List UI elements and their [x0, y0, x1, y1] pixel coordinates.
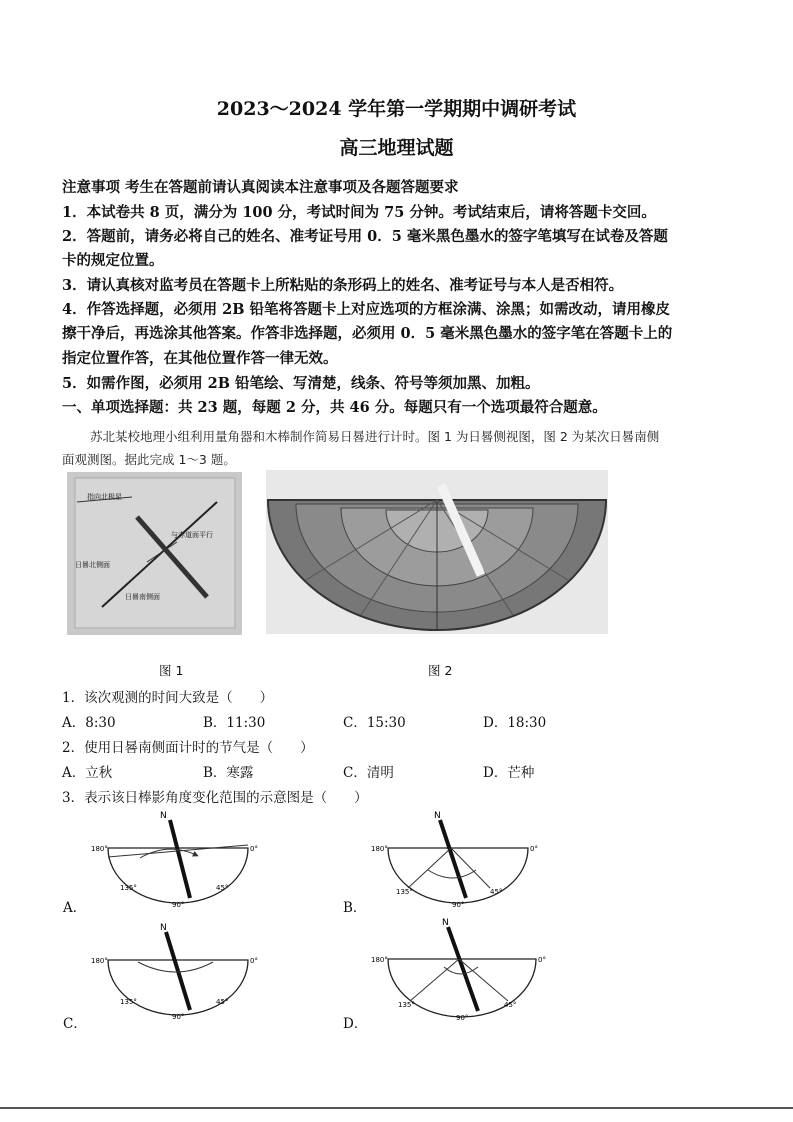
question-1-stem: 1．该次观测的时间大致是（ ） — [62, 690, 274, 706]
dial-n-label: N — [160, 923, 167, 933]
dial-n-label: N — [160, 811, 167, 821]
dial-0-label: 0° — [538, 956, 546, 964]
notice-item: 4．作答选择题，必须用 2B 铅笔将答题卡上对应选项的方框涂满、涂黑；如需改动，请用橡皮 — [62, 301, 671, 318]
dial-180-label: 180° — [371, 956, 388, 964]
q3-option-a[interactable]: A． — [63, 900, 87, 916]
q3-option-b[interactable]: B． — [343, 900, 367, 916]
question-2-stem: 2．使用日晷南侧面计时的节气是（ ） — [62, 740, 314, 756]
dial-0-label: 0° — [250, 845, 258, 853]
label-north: 指向北极星 — [87, 493, 122, 501]
q1-option-c[interactable]: C．15:30 — [343, 715, 406, 731]
dial-180-label: 180° — [371, 845, 388, 853]
dial-diagram-c[interactable] — [88, 920, 263, 1022]
q2-option-a[interactable]: A．立秋 — [62, 765, 113, 781]
notice-item: 擦干净后，再选涂其他答案。作答非选择题，必须用 0．5 毫米黑色墨水的签字笔在答题卡上的 — [62, 325, 673, 342]
dial-diagram-d[interactable] — [368, 915, 553, 1023]
exam-title: 2023～2024 学年第一学期期中调研考试 — [216, 98, 577, 120]
dial-diagram-a[interactable] — [88, 808, 263, 910]
dial-180-label: 180° — [91, 845, 108, 853]
dial-180-label: 180° — [91, 957, 108, 965]
figure2-photo — [266, 470, 608, 634]
notice-item: 1．本试卷共 8 页，满分为 100 分，考试时间为 75 分钟。考试结束后，请将答题卡交回。 — [62, 204, 656, 221]
label-parallel: 与赤道面平行 — [171, 531, 213, 539]
dial-135-label: 135° — [120, 884, 137, 892]
q3-option-c[interactable]: C． — [63, 1016, 87, 1032]
q2-option-c[interactable]: C．清明 — [343, 765, 394, 781]
dial-90-label: 90° — [456, 1014, 469, 1022]
dial-90-label: 90° — [172, 901, 185, 909]
dial-45-label: 45° — [504, 1001, 517, 1009]
dial-90-label: 90° — [452, 901, 465, 909]
q1-option-d[interactable]: D．18:30 — [483, 715, 547, 731]
q3-option-d[interactable]: D． — [343, 1016, 368, 1032]
q1-option-b[interactable]: B．11:30 — [203, 715, 266, 731]
notice-item: 卡的规定位置。 — [62, 252, 164, 269]
notice-item: 3．请认真核对监考员在答题卡上所粘贴的条形码上的姓名、准考证号与本人是否相符。 — [62, 277, 624, 294]
dial-n-label: N — [442, 918, 449, 928]
exam-subtitle: 高三地理试题 — [339, 137, 454, 159]
q2-option-d[interactable]: D．芒种 — [483, 765, 535, 781]
label-south-face: 日晷南侧面 — [125, 593, 160, 601]
q2-option-b[interactable]: B．寒露 — [203, 765, 254, 781]
dial-n-label: N — [434, 811, 441, 821]
dial-90-label: 90° — [172, 1013, 185, 1021]
label-north-face: 日晷北侧面 — [75, 561, 110, 569]
dial-135-label: 135° — [120, 998, 137, 1006]
dial-135-label: 135° — [398, 1001, 415, 1009]
notice-item: 指定位置作答，在其他位置作答一律无效。 — [62, 350, 338, 367]
dial-45-label: 45° — [216, 884, 229, 892]
dial-45-label: 45° — [490, 888, 503, 896]
dial-45-label: 45° — [216, 998, 229, 1006]
figure1-photo — [67, 472, 242, 635]
figure2-caption: 图 2 — [428, 663, 453, 678]
intro-text: 面观测图。据此完成 1～3 题。 — [62, 452, 236, 467]
section-heading: 一、单项选择题：共 23 题，每题 2 分，共 46 分。每题只有一个选项最符合题意。 — [62, 399, 607, 416]
intro-text: 苏北某校地理小组利用量角器和木棒制作简易日晷进行计时。图 1 为日晷侧视图，图 2 为某次日晷南侧 — [90, 429, 660, 444]
dial-0-label: 0° — [530, 845, 538, 853]
question-3-stem: 3．表示该日棒影角度变化范围的示意图是（ ） — [62, 790, 368, 806]
notice-item: 2．答题前，请务必将自己的姓名、准考证号用 0．5 毫米黑色墨水的签字笔填写在试卷及答题 — [62, 228, 668, 245]
dial-0-label: 0° — [250, 957, 258, 965]
figure1-caption: 图 1 — [159, 663, 184, 678]
notice-item: 5．如需作图，必须用 2B 铅笔绘、写清楚，线条、符号等须加黑、加粗。 — [62, 375, 540, 392]
q1-option-a[interactable]: A．8:30 — [62, 715, 116, 731]
dial-135-label: 135° — [396, 888, 413, 896]
dial-diagram-b[interactable] — [368, 808, 543, 910]
page-bottom-rule — [0, 1107, 793, 1109]
notice-heading: 注意事项 考生在答题前请认真阅读本注意事项及各题答题要求 — [62, 179, 459, 196]
